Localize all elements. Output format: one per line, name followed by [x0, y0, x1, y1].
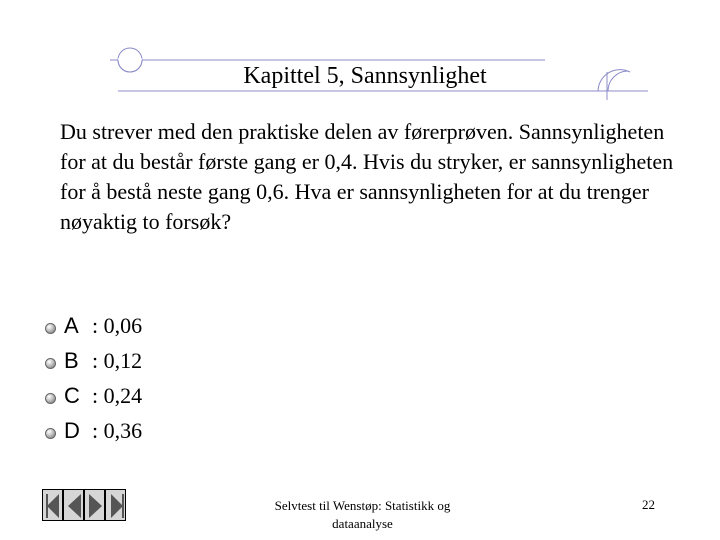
footer-caption — [245, 497, 480, 533]
last-slide-icon — [106, 490, 127, 522]
option-d[interactable] — [45, 413, 142, 448]
option-a[interactable] — [45, 308, 142, 343]
bullet-icon — [45, 323, 56, 334]
previous-slide-button[interactable] — [63, 489, 84, 521]
slide-title: Kapittel 5, Sannsynlighet — [243, 63, 487, 89]
first-slide-icon — [43, 490, 64, 522]
question-text: Du strever med den praktiske delen av førerprøven. Sannsynligheten for at du består første gang er 0,4. Hvis du stryker, er sannsynligheten for å bestå neste gang 0,6. Hva er sannsynligheten for at du trenger nøyaktig to forsøk? — [60, 119, 674, 234]
footer-line-2: dataanalyse — [332, 516, 393, 531]
deco-arc-right — [598, 70, 630, 91]
option-c[interactable] — [45, 378, 142, 413]
option-b[interactable] — [45, 343, 142, 378]
option-value: : 0,06 — [92, 312, 143, 338]
answer-options — [45, 308, 142, 448]
first-slide-button[interactable] — [42, 489, 63, 521]
previous-icon — [64, 490, 85, 522]
bullet-icon — [45, 428, 56, 439]
bullet-icon — [45, 393, 56, 404]
page-number: 22 — [642, 497, 655, 512]
deco-arc-left — [118, 60, 142, 72]
option-letter: B — [64, 347, 79, 373]
slide-navigation — [42, 489, 126, 521]
option-value: : 0,12 — [92, 347, 143, 373]
footer-line-1: Selvtest til Wenstøp: Statistikk og — [274, 498, 451, 513]
option-letter: A — [64, 312, 79, 338]
deco-arc-right-2 — [608, 71, 628, 91]
last-slide-button[interactable] — [105, 489, 126, 521]
bullet-icon — [45, 358, 56, 369]
next-icon — [85, 490, 106, 522]
option-value: : 0,36 — [92, 417, 143, 443]
option-letter: D — [64, 417, 80, 443]
next-slide-button[interactable] — [84, 489, 105, 521]
option-letter: C — [64, 382, 80, 408]
option-value: : 0,24 — [92, 382, 143, 408]
